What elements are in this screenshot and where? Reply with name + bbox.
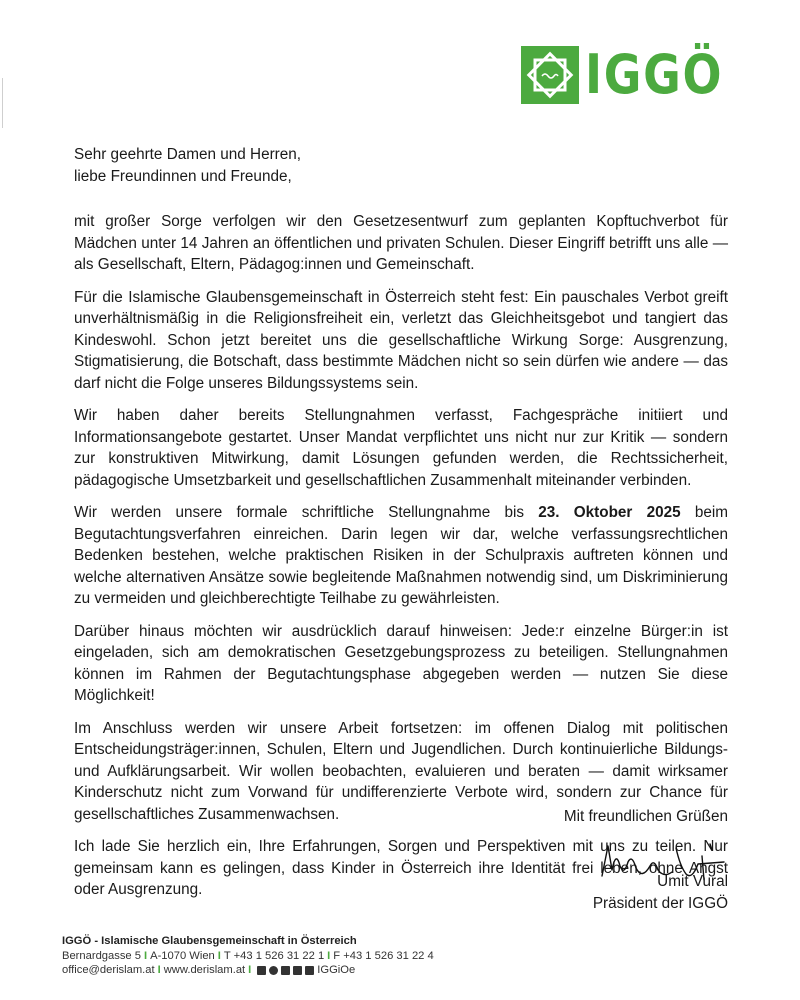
footer-street: Bernardgasse 5 — [62, 949, 141, 962]
salutation — [74, 144, 728, 187]
footer-separator: I — [327, 949, 331, 962]
submission-deadline: 23. Oktober 2025 — [538, 504, 681, 521]
paragraph-6: Im Anschluss werden wir unsere Arbeit fortsetzen: im offenen Dialog mit politischen Entscheidungsträger:innen, Schulen, Eltern und Jugendlichen. Durch kontinuierliche Bildungs- und Aufklärungsarbeit. Wir wollen beobachten, evaluieren und beraten — damit wirksamer Kinderschutz nicht zum Vorwand für undifferenzierte Verbote wird, sondern zur Chance für gesellschaftliches Zusammenwachsen. — [74, 719, 728, 823]
facebook-icon[interactable] — [257, 966, 266, 975]
salutation-line-2: liebe Freundinnen und Freunde, — [74, 167, 292, 185]
paragraph-2: Für die Islamische Glaubensgemeinschaft in Österreich steht fest: Ein pauschales Verbot greift unverhältnismäßig in die Religionsfreiheit ein, verletzt das Gleichheitsgebot und tangiert das Kindeswohl. Schon jetzt bereitet uns die gesellschaftliche Wirkung Sorge: Ausgrenzung, Stigmatisierung, die Botschaft, dass bestimmte Mädchen nicht so sein dürfen wie andere — das darf nicht die Folge unseres Bildungssystems sein. — [74, 288, 728, 392]
twitter-icon[interactable] — [293, 966, 302, 975]
salutation-line-1: Sehr geehrte Damen und Herren, — [74, 146, 302, 163]
paragraph-4 — [74, 502, 728, 610]
footer-city: A-1070 Wien — [150, 949, 215, 962]
footer-contact-line — [62, 963, 434, 978]
paragraph-3: Wir haben daher bereits Stellungnahmen verfasst, Fachgespräche initiiert und Informationsangebote gestartet. Unser Mandat verpflichtet uns nicht nur zur Kritik — sondern zur konstruktiven Mitwirkung, damit Lösungen gefunden werden, die Rechtssicherheit, pädagogische Umsetzbarkeit und gesellschaftlichen Zusammenhalt miteinander verbinden. — [74, 407, 728, 489]
footer-phone: T +43 1 526 31 22 1 — [223, 949, 325, 962]
paragraph-7: Ich lade Sie herzlich ein, Ihre Erfahrungen, Sorgen und Perspektiven mit uns zu teilen. Nur gemeinsam kann es gelingen, dass Kinder in Österreich ihre Identität frei leben, ohne Angst oder Ausgrenzung. — [74, 838, 728, 898]
paragraph-1: mit großer Sorge verfolgen wir den Gesetzesentwurf zum geplanten Kopftuchverbot für Mädchen unter 14 Jahren an öffentlichen und privaten Schulen. Dieser Eingriff betrifft uns alle — als Gesellschaft, Eltern, Pädagog:innen und Gemeinschaft. — [74, 213, 728, 273]
iggo-logo — [521, 44, 748, 106]
signer-title: Präsident der IGGÖ — [592, 894, 728, 912]
footer-separator: I — [157, 964, 161, 976]
closing-line: Mit freundlichen Grüßen — [563, 808, 728, 825]
footer-email-link[interactable]: office@derislam.at — [62, 964, 155, 976]
footer-separator: I — [144, 949, 148, 962]
social-icons — [257, 966, 314, 975]
instagram-icon[interactable] — [269, 966, 278, 975]
footer-separator: I — [217, 949, 221, 962]
footer-separator: I — [248, 964, 252, 976]
page-edge-mark — [2, 78, 3, 128]
signer-block — [593, 871, 728, 914]
letter-body — [74, 144, 728, 912]
paragraph-4-rest: beim Begutachtungsverfahren einreichen. Darin legen wir dar, welche verfassungsrechtlichen Bedenken bestehen, welche praktischen Risiken in der Schulpraxis auftreten können und welche alternativen Ansätze sowie begleitende Maßnahmen notwendig sind, um Diskriminierung zu vermeiden und gleichberechtigte Teilhabe zu gewährleisten. — [74, 504, 728, 607]
youtube-icon[interactable] — [281, 966, 290, 975]
footer-address-line — [62, 949, 434, 964]
footer-social-handle: IGGiOe — [317, 964, 356, 976]
paragraph-5: Darüber hinaus möchten wir ausdrücklich darauf hinweisen: Jede:r einzelne Bürger:in ist eingeladen, sich am demokratischen Gesetzgebungsprozess zu beteiligen. Stellungnahmen können im Rahmen der Begutachtungsphase abgegeben werden — nutzen Sie diese Möglichkeit! — [74, 622, 728, 704]
telegram-icon[interactable] — [305, 966, 314, 975]
logo-wordmark: IGGÖ — [585, 43, 724, 106]
paragraph-4-start: Wir werden unsere formale schriftliche Stellungnahme bis — [74, 504, 539, 521]
footer-fax: F +43 1 526 31 22 4 — [333, 949, 434, 962]
signer-name: Ümit Vural — [657, 873, 728, 890]
footer-web-link[interactable]: www.derislam.at — [163, 964, 246, 976]
footer-org-name: IGGÖ - Islamische Glaubensgemeinschaft in Österreich — [62, 935, 357, 947]
letter-footer — [62, 934, 434, 978]
logo-emblem-icon — [521, 46, 579, 104]
